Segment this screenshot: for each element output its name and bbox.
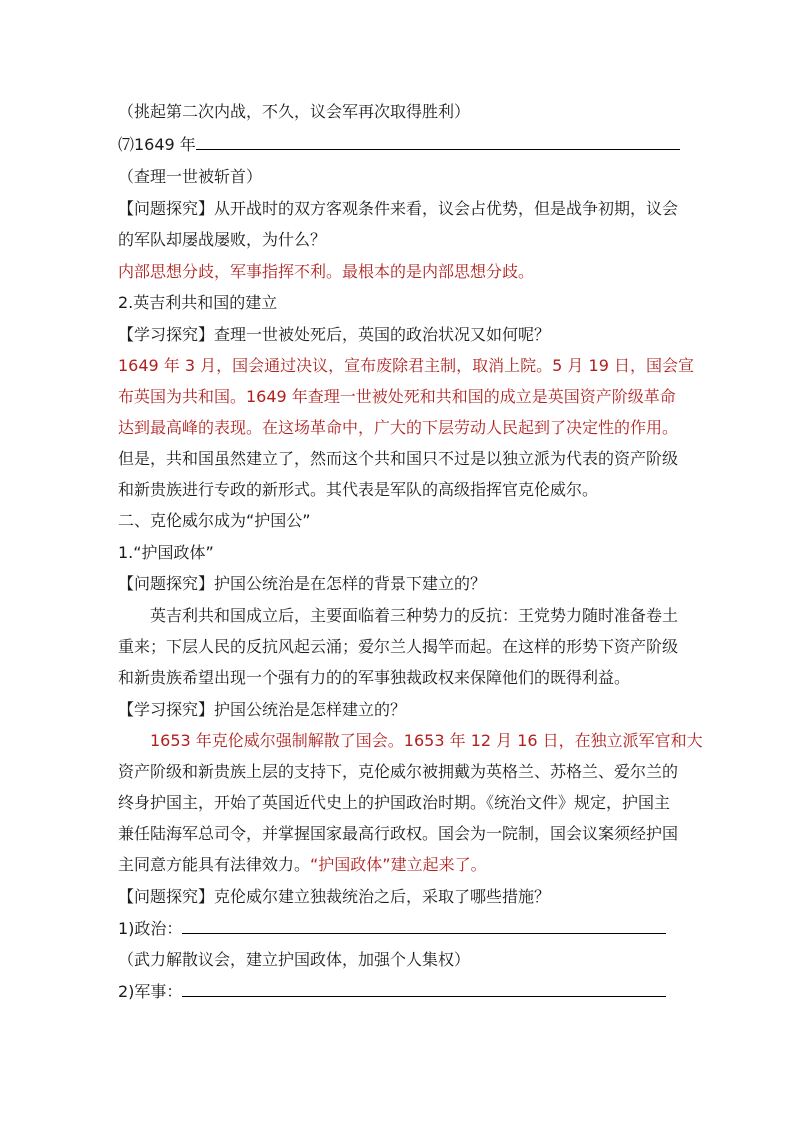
section-heading: 2.英吉利共和国的建立 bbox=[118, 293, 278, 312]
paragraph-line: 但是，共和国虽然建立了，然而这个共和国只不过是以独立派为代表的资产阶级 bbox=[118, 449, 679, 468]
answer-line: 内部思想分歧，军事指挥不利。最根本的是内部思想分歧。 bbox=[118, 262, 535, 281]
paragraph-line: 资产阶级和新贵族上层的支持下，克伦威尔被拥戴为英格兰、苏格兰、爱尔兰的 bbox=[118, 762, 679, 781]
question-line: 的军队却屡战屡败，为什么？ bbox=[118, 230, 327, 249]
answer-line: （挑起第二次内战，不久，议会军再次取得胜利） bbox=[118, 102, 471, 121]
answer-paragraph-line: 布英国为共和国。1649 年查理一世被处死和共和国的成立是英国资产阶级革命 bbox=[118, 387, 676, 406]
answer-blank[interactable] bbox=[182, 982, 666, 997]
answer-paragraph-line: 1653 年克伦威尔强制解散了国会。1653 年 12 月 16 日，在独立派军官和大 bbox=[150, 731, 703, 750]
question-line: 【问题探究】克伦威尔建立独裁统治之后，采取了哪些措施？ bbox=[118, 887, 551, 906]
subsection-heading: 1.“护国政体” bbox=[118, 543, 214, 562]
paragraph-line bbox=[118, 855, 487, 875]
paragraph-line: 和新贵族希望出现一个强有力的的军事独裁政权来保障他们的既得利益。 bbox=[118, 668, 631, 687]
item-label: ⑺1649 年 bbox=[118, 135, 196, 154]
answer-paragraph-line: 达到最高峰的表现。在这场革命中，广大的下层劳动人民起到了决定性的作用。 bbox=[118, 418, 679, 437]
answer-line: （查理一世被斩首） bbox=[118, 167, 263, 186]
answer-line: （武力解散议会，建立护国政体，加强个人集权） bbox=[118, 950, 471, 969]
answer-paragraph-line: 1649 年 3 月，国会通过决议，宣布废除君主制，取消上院。5 月 19 日，国会宣 bbox=[118, 356, 694, 375]
answer-blank[interactable] bbox=[196, 135, 680, 150]
answer-blank[interactable] bbox=[182, 919, 666, 934]
question-line: 【问题探究】护国公统治是在怎样的背景下建立的？ bbox=[118, 574, 487, 593]
item-label: 1)政治： bbox=[118, 919, 183, 938]
paragraph-line: 和新贵族进行专政的新形式。其代表是军队的高级指挥官克伦威尔。 bbox=[118, 480, 599, 499]
question-line: 【问题探究】从开战时的双方客观条件来看，议会占优势，但是战争初期，议会 bbox=[118, 199, 679, 218]
blank-item-politics bbox=[118, 919, 666, 939]
paragraph-line: 终身护国主，开始了英国近代史上的护国政治时期。《统治文件》规定，护国主 bbox=[118, 793, 671, 812]
paragraph-line: 兼任陆海军总司令，并掌握国家最高行政权。国会为一院制，国会议案须经护国 bbox=[118, 824, 679, 843]
paragraph-line: 英吉利共和国成立后，主要面临着三种势力的反抗：王党势力随时准备卷土 bbox=[150, 606, 679, 625]
question-line: 【学习探究】护国公统治是怎样建立的？ bbox=[118, 700, 407, 719]
highlight-text: “护国政体”建立起来了。 bbox=[310, 855, 487, 874]
question-line: 【学习探究】查理一世被处死后，英国的政治状况又如何呢？ bbox=[118, 325, 551, 344]
blank-item-military bbox=[118, 982, 666, 1002]
blank-item-1649 bbox=[118, 135, 680, 155]
item-label: 2)军事： bbox=[118, 982, 183, 1001]
paragraph-text: 主同意方能具有法律效力。 bbox=[118, 855, 311, 874]
section-heading: 二、克伦威尔成为“护国公” bbox=[118, 511, 311, 530]
paragraph-line: 重来；下层人民的反抗风起云涌；爱尔兰人揭竿而起。在这样的形势下资产阶级 bbox=[118, 637, 679, 656]
